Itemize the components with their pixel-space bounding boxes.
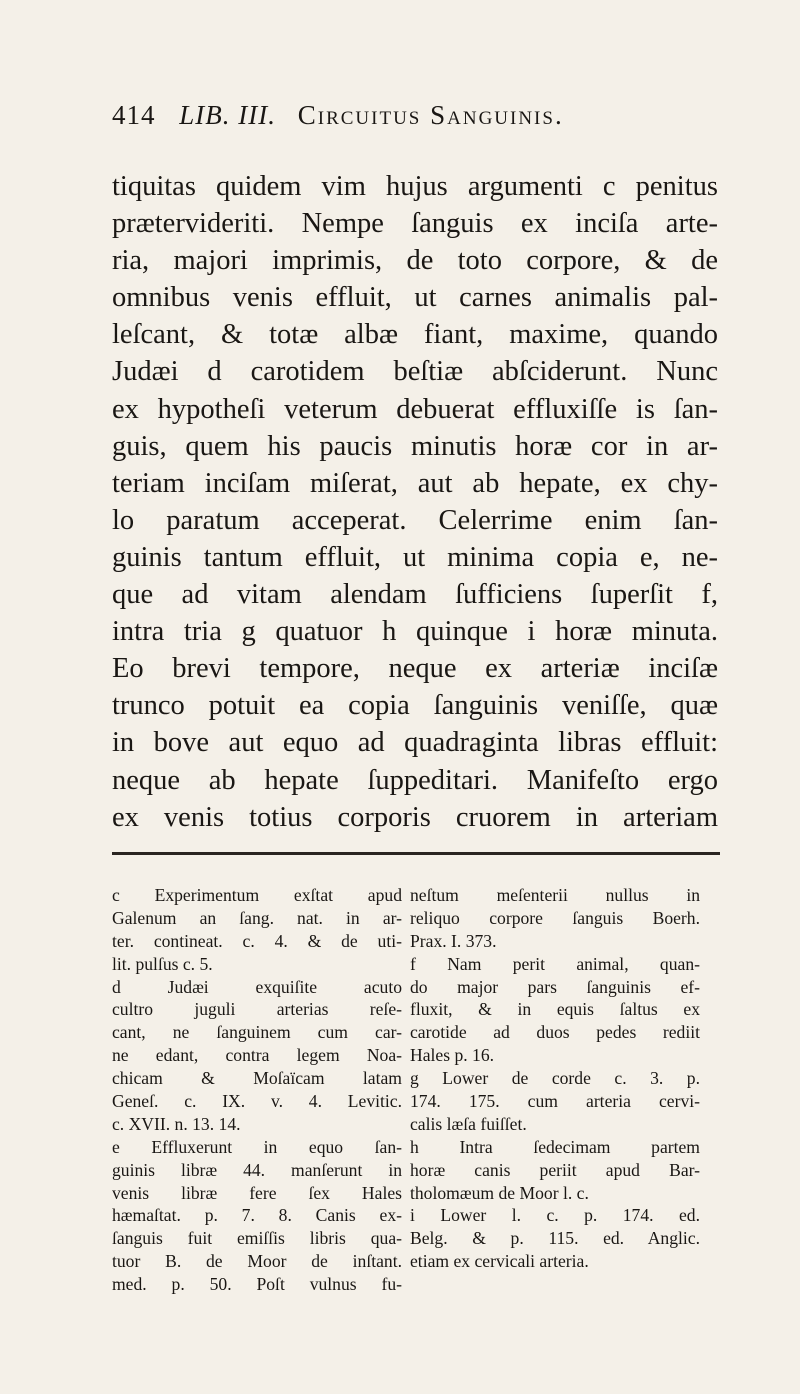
main-text (112, 168, 718, 836)
footnote-line: venis libræ fere ſex Hales (112, 1182, 402, 1203)
book-part-label: LIB. III. (179, 100, 276, 130)
footnote-line: ne edant, contra legem Noa- (112, 1045, 402, 1066)
body-line: leſcant, & totæ albæ fiant, maxime, quando (112, 319, 718, 351)
body-line: ex hypotheſi veterum debuerat effluxiſſe is ſan- (112, 393, 718, 425)
body-line: teriam inciſam miſerat, aut ab hepate, ex chy- (112, 467, 718, 499)
footnote-line: neſtum meſenterii nullus in (410, 885, 700, 905)
footnote-line: cultro juguli arterias reſe- (112, 999, 402, 1020)
footnote-line: f Nam perit animal, quan- (410, 953, 700, 974)
footnote-line: Belg. & p. 115. ed. Anglic. (410, 1228, 700, 1249)
footnote-line: c. XVII. n. 13. 14. (112, 1113, 241, 1134)
body-line: prætervideriti. Nempe ſanguis ex inciſa arte- (112, 208, 718, 240)
body-line: Eo brevi tempore, neque ex arteriæ inciſæ (112, 653, 718, 685)
body-line: ex venis totius corporis cruorem in arteriam (112, 801, 718, 833)
footnote-line: med. p. 50. Poſt vulnus fu- (112, 1274, 402, 1295)
body-line: guis, quem his paucis minutis horæ cor in ar- (112, 430, 718, 462)
footnote-separator-rule (112, 852, 720, 855)
footnote-line: Galenum an ſang. nat. in ar- (112, 907, 402, 928)
footnote-line: etiam ex cervicali arteria. (410, 1251, 589, 1272)
footnote-line: do major pars ſanguinis ef- (410, 976, 700, 997)
footnotes-right-column (410, 884, 700, 1273)
footnotes-left-column (112, 884, 402, 1296)
running-head (112, 100, 692, 131)
footnote-line: guinis libræ 44. manſerunt in (112, 1159, 402, 1180)
body-line: que ad vitam alendam ſufficiens ſuperſit f, (112, 579, 718, 611)
body-line: trunco potuit ea copia ſanguinis veniſſe, quæ (112, 690, 718, 722)
footnote-line: tuor B. de Moor de inſtant. (112, 1251, 402, 1272)
footnote-line: calis læſa fuiſſet. (410, 1113, 527, 1134)
footnote-line: horæ canis periit apud Bar- (410, 1159, 700, 1180)
body-line: ria, majori imprimis, de toto corpore, & de (112, 245, 718, 277)
footnote-line: Geneſ. c. IX. v. 4. Levitic. (112, 1091, 402, 1112)
body-line: guinis tantum effluit, ut minima copia e, ne- (112, 541, 718, 573)
body-line: intra tria g quatuor h quinque i horæ minuta. (112, 616, 718, 648)
footnote-line: fluxit, & in equis ſaltus ex (410, 999, 700, 1020)
footnote-line: i Lower l. c. p. 174. ed. (410, 1205, 700, 1226)
footnote-line: ter. contineat. c. 4. & de uti- (112, 930, 402, 951)
body-line: neque ab hepate ſuppeditari. Manifeſto ergo (112, 764, 718, 796)
body-line: Judæi d carotidem beſtiæ abſciderunt. Nunc (112, 356, 718, 388)
footnote-line: ſanguis fuit emiſſis libris qua- (112, 1228, 402, 1249)
body-line: in bove aut equo ad quadraginta libras effluit: (112, 727, 718, 759)
footnote-line: Prax. I. 373. (410, 930, 497, 951)
footnote-line: d Judæi exquiſite acuto (112, 976, 402, 997)
page-number: 414 (112, 100, 156, 130)
footnote-line: Hales p. 16. (410, 1045, 495, 1066)
footnote-line: c Experimentum exſtat apud (112, 885, 402, 905)
body-line: tiquitas quidem vim hujus argumenti c penitus (112, 171, 718, 202)
footnote-line: 174. 175. cum arteria cervi- (410, 1091, 700, 1112)
footnote-line: cant, ne ſanguinem cum car- (112, 1022, 402, 1043)
running-title: Circuitus Sanguinis. (297, 100, 564, 130)
footnote-line: hæmaſtat. p. 7. 8. Canis ex- (112, 1205, 402, 1226)
footnote-line: carotide ad duos pedes rediit (410, 1022, 700, 1043)
footnote-line: chicam & Moſaïcam latam (112, 1068, 402, 1089)
footnote-line: e Effluxerunt in equo ſan- (112, 1136, 402, 1157)
body-line: omnibus venis effluit, ut carnes animalis pal- (112, 282, 718, 314)
body-line: lo paratum acceperat. Celerrime enim ſan- (112, 504, 718, 536)
footnote-line: g Lower de corde c. 3. p. (410, 1068, 700, 1089)
footnote-line: reliquo corpore ſanguis Boerh. (410, 907, 700, 928)
footnote-line: h Intra ſedecimam partem (410, 1136, 700, 1157)
footnote-line: lit. pulſus c. 5. (112, 953, 213, 974)
footnote-line: tholomæum de Moor l. c. (410, 1182, 589, 1203)
